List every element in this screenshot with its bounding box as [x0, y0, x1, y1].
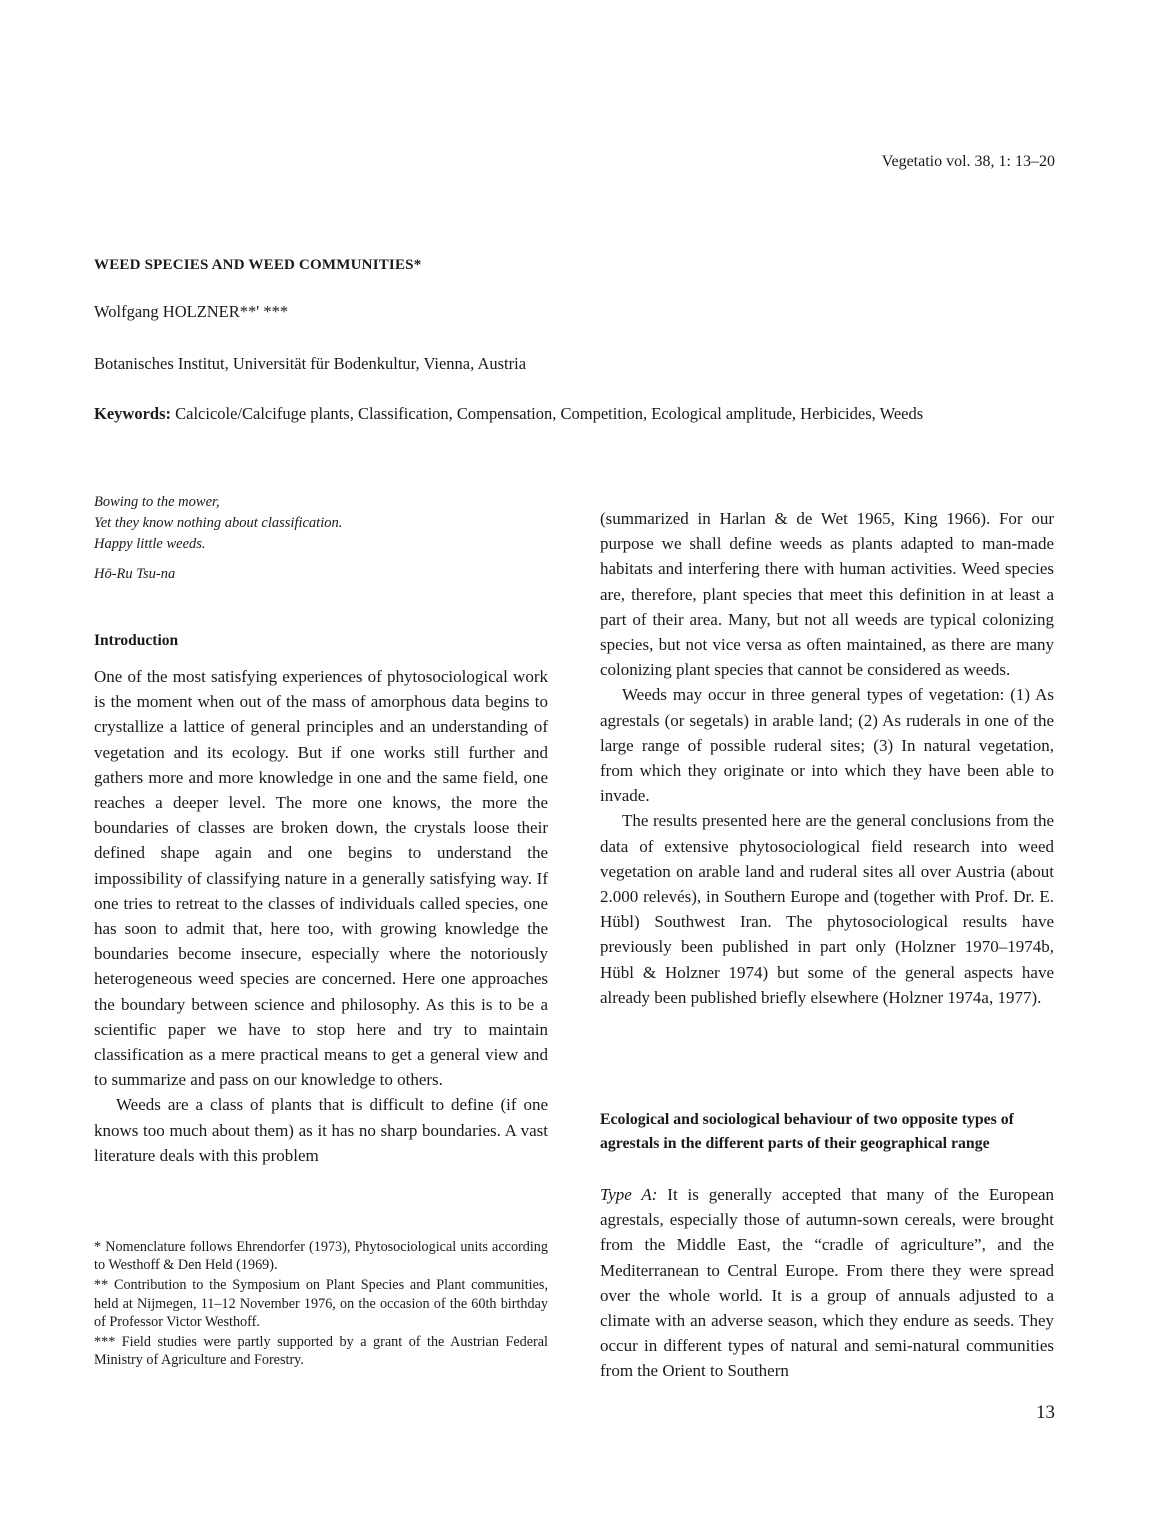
footnote: *** Field studies were partly supported by a grant of the Austrian Federal Ministry of Agriculture and Forestry.: [94, 1334, 548, 1369]
keywords-label: Keywords:: [94, 404, 171, 423]
body-paragraph: One of the most satisfying experiences of phytosociological work is the moment when out of the mass of amorphous data begins to crystallize a lattice of general principles and an understanding of vegetation and its ecology. But if one works still further and gathers more and more knowledge in one and the same field, one reaches a deeper level. The more one knows, the more the boundaries of classes are broken down, the crystals loose their defined shape again and one begins to understand the impossibility of classifying nature in a generally satisfying way. If one tries to retreat to the classes of individuals called species, one has soon to admit that, here too, with growing knowledge the boundaries become insecure, especially where the notoriously heterogeneous weed species are concerned. Here one approaches the boundary between science and philosophy. As this is to be a scientific paper we have to stop here and try to maintain classification as a mere practical means to get a general view and to summarize and pass on our knowledge to others.: [94, 667, 548, 1090]
epigraph-line: Happy little weeds.: [94, 536, 206, 552]
footnote: ** Contribution to the Symposium on Plant Species and Plant communities, held at Nijmegen, 11–12 November 1976, on the occasion of the 60th birthday of Professor Victor Westhoff.: [94, 1277, 548, 1330]
body-paragraph: Weeds may occur in three general types of vegetation: (1) As agrestals (or segetals) in arable land; (2) As ruderals in one of the large range of possible ruderal sites; (3) In natural vegetation, from which they originate or into which they have been able to invade.: [600, 685, 1054, 806]
page-number: 13: [1036, 1402, 1055, 1423]
journal-reference: Vegetatio vol. 38, 1: 13–20: [881, 153, 1055, 170]
epigraph-line: Yet they know nothing about classification.: [94, 515, 343, 531]
epigraph-attribution: Hō-Ru Tsu-na: [94, 566, 176, 582]
left-column-body: [94, 664, 548, 1168]
body-paragraph: (summarized in Harlan & de Wet 1965, King 1966). For our purpose we shall define weeds as plants adapted to man-made habitats and interfering there with human activities. Weed species are, therefore, plant species that meet this definition in at least a part of their area. Many, but not all weeds are typical colonizing species, but not vice versa as often maintained, as there are many colonizing plant species that cannot be considered as weeds.: [600, 509, 1054, 680]
body-paragraph: The results presented here are the general conclusions from the data of extensive phytosociological field research into weed vegetation on arable land and ruderal sites all over Austria (about 2.000 relevés), in Southern Europe and (together with Prof. Dr. E. Hübl) Southwest Iran. The phytosociological results have previously been published in part only (Holzner 1970–1974b, Hübl & Holzner 1974) but some of the general aspects have already been published briefly elsewhere (Holzner 1974a, 1977).: [600, 811, 1054, 1007]
article-title: WEED SPECIES AND WEED COMMUNITIES*: [94, 257, 422, 273]
type-a-label: Type A:: [600, 1185, 658, 1204]
right-column-body: [600, 506, 1054, 1010]
introduction-heading: Introduction: [94, 632, 179, 649]
epigraph-line: Bowing to the mower,: [94, 494, 220, 510]
footnote: * Nomenclature follows Ehrendorfer (1973), Phytosociological units according to Westhoff & Den Held (1969).: [94, 1239, 548, 1274]
footnotes: [94, 1238, 548, 1371]
author-affiliation: Botanisches Institut, Universität für Bodenkultur, Vienna, Austria: [94, 354, 527, 373]
author-name: Wolfgang HOLZNER**' ***: [94, 302, 289, 321]
body-paragraph: [600, 1182, 1054, 1384]
keywords-list: Calcicole/Calcifuge plants, Classification, Compensation, Competition, Ecological amplitude, Herbicides, Weeds: [171, 404, 924, 423]
right-column-section-body: [600, 1182, 1054, 1384]
keywords-line: [94, 404, 1074, 424]
type-a-text: It is generally accepted that many of the European agrestals, especially those of autumn-sown cereals, were brought from the Middle East, the “cradle of agriculture”, and the Mediterranean to Central Europe. From there they were spread over the whole world. It is a group of annuals adjusted to a climate with an adverse season, which they endure as seeds. They occur in different types of natural and semi-natural communities from the Orient to Southern: [600, 1185, 1054, 1381]
epigraph: [94, 492, 342, 585]
section-heading: Ecological and sociological behaviour of two opposite types of agrestals in the different parts of their geographical range: [600, 1111, 1014, 1152]
body-paragraph: Weeds are a class of plants that is difficult to define (if one knows too much about them) as it has no sharp boundaries. A vast literature deals with this problem: [94, 1095, 548, 1165]
